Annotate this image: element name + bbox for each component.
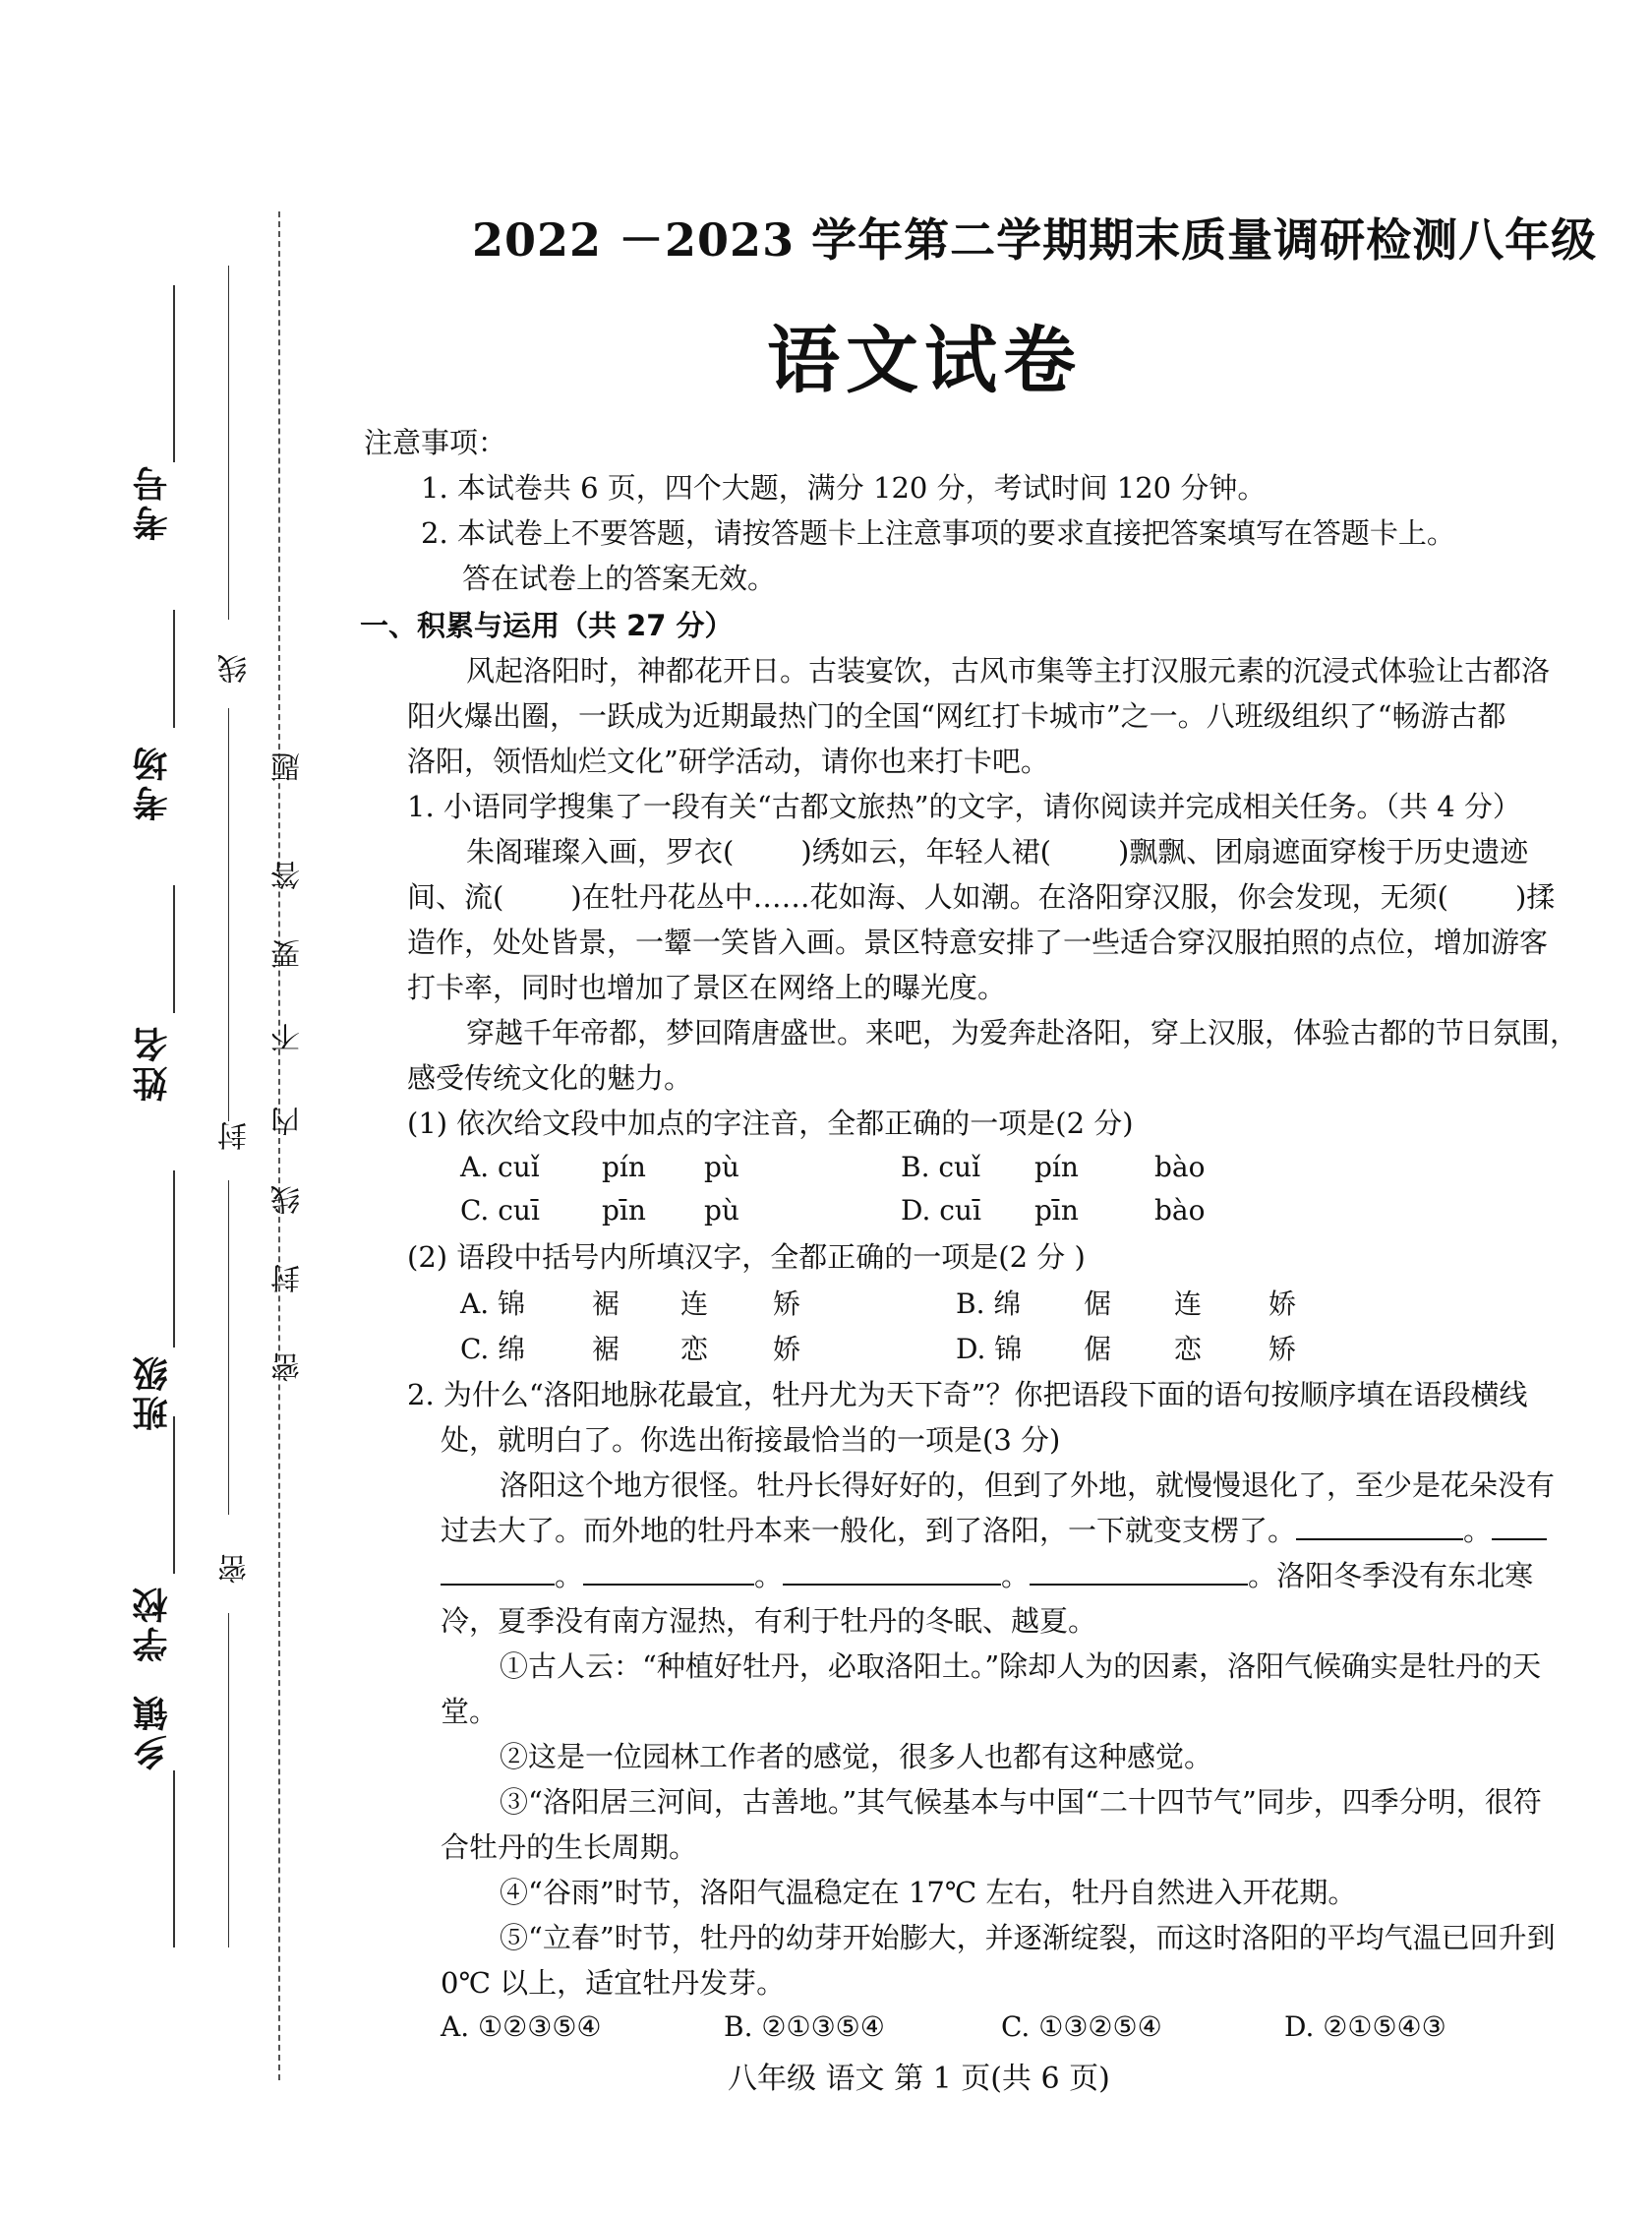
q2-text-line-4: 冷，夏季没有南方湿热，有利于牡丹的冬眠、越夏。: [441, 1604, 1097, 1638]
school-label: 学校: [133, 1584, 173, 1662]
q1-sub2-option-b-4: 娇: [1268, 1288, 1297, 1320]
notes-item-2-cont: 答在试卷上的答案无效。: [462, 562, 777, 595]
q1-sub2-option-b-2: 倨: [1084, 1288, 1112, 1320]
q2-blank-5: [1030, 1558, 1248, 1586]
q1-p2a: 间、流(: [407, 880, 504, 914]
q1-passage-line-3: 造作，处处皆景，一颦一笑皆入画。景区特意安排了一些适合穿汉服拍照的点位，增加游客: [407, 926, 1549, 959]
school-rule: [173, 1416, 175, 1574]
q1-sub2-option-c-3: 恋: [680, 1333, 709, 1365]
binding-dashed-line: [278, 211, 280, 2080]
q1-sub1-option-d-3: bào: [1154, 1194, 1206, 1227]
q1-sub2-option-c: C. 绵: [460, 1333, 526, 1365]
q2-sentence-5b: 0℃ 以上，适宜牡丹发芽。: [441, 1966, 786, 2000]
q1-p1b: )绣如云，年轻人裙(: [800, 835, 1051, 868]
class-rule: [173, 1170, 175, 1348]
q2-blank-2a: [1492, 1513, 1547, 1540]
q1-sub1-option-a-3: pù: [704, 1151, 739, 1183]
seal-char-mi-outer: 密: [218, 1554, 253, 1584]
seal-char-bu: 不: [271, 1023, 306, 1052]
name-label: 姓名: [133, 1023, 173, 1102]
town-rule: [173, 1770, 175, 1947]
q2-option-c: C. ①③②⑤④: [1001, 2010, 1162, 2043]
seal-char-feng-outer: 封: [218, 1121, 253, 1151]
q1-passage-line-5: 穿越千年帝都，梦回隋唐盛世。来吧，为爱奔赴洛阳，穿上汉服，体验古都的节日氛围，: [466, 1016, 1579, 1049]
q1-p2b: )在牡丹花丛中……花如海、人如潮。在洛阳穿汉服，你会发现，无须(: [570, 880, 1448, 914]
exam-room-rule: [173, 610, 175, 728]
seal-char-xian: 线: [271, 1185, 306, 1215]
q1-sub2-option-d-4: 矫: [1268, 1333, 1297, 1365]
page-footer: 八年级 语文 第 1 页(共 6 页): [728, 2062, 1110, 2096]
seal-rule-3: [228, 1180, 229, 1515]
q2-blank-3: [583, 1558, 754, 1586]
q1-sub1-option-d-2: pīn: [1034, 1194, 1079, 1227]
q1-sub2-option-a-2: 裾: [592, 1288, 620, 1320]
q1-sub2-option-a-3: 连: [680, 1288, 709, 1320]
q1-sub1-option-a: A. cuǐ: [460, 1151, 540, 1183]
q1-sub1-option-a-2: pín: [602, 1151, 646, 1183]
q1-sub2-option-d-3: 恋: [1174, 1333, 1203, 1365]
q2-sentence-1b: 堂。: [441, 1695, 499, 1728]
seal-char-yao: 要: [271, 939, 306, 969]
q1-sub1-stem: (1) 依次给文段中加点的字注音，全都正确的一项是(2 分): [407, 1107, 1134, 1140]
town-label: 乡镇: [133, 1692, 173, 1770]
seal-char-da: 答: [271, 861, 306, 890]
subject-title: 语文试卷: [767, 319, 1082, 403]
seal-char-mi: 密: [271, 1352, 306, 1382]
q2-t2: 过去大了。而外地的牡丹本来一般化，到了洛阳，一下就变支楞了。: [441, 1514, 1297, 1547]
q2-text-line-2: 过去大了。而外地的牡丹本来一般化，到了洛阳，一下就变支楞了。 。: [441, 1509, 1650, 1552]
section-1-intro-1: 风起洛阳时，神都花开日。古装宴饮，古风市集等主打汉服元素的沉浸式体验让古都洛: [466, 654, 1551, 688]
q2-option-d: D. ②①⑤④③: [1284, 2010, 1446, 2043]
q2-sentence-5a: ⑤“立春”时节，牡丹的幼芽开始膨大，并逐渐绽裂，而这时洛阳的平均气温已回升到: [500, 1921, 1556, 1954]
q1-passage-line-6: 感受传统文化的魅力。: [407, 1061, 693, 1095]
name-rule: [173, 885, 175, 1013]
q2-sentence-1a: ①古人云：“种植好牡丹，必取洛阳土。”除却人为的因素，洛阳气候确实是牡丹的天: [500, 1649, 1542, 1683]
q2-blank-2b: [441, 1558, 555, 1586]
q2-t3-end: 洛阳冬季没有东北寒: [1276, 1559, 1534, 1592]
seal-char-nei: 内: [271, 1107, 306, 1136]
q2-stem-1: 2. 为什么“洛阳地脉花最宜，牡丹尤为天下奇”？你把语段下面的语句按顺序填在语段横线: [407, 1378, 1528, 1411]
seal-rule-4: [228, 1613, 229, 1947]
seal-rule-2: [228, 708, 229, 1121]
q2-blank-1: [1296, 1513, 1463, 1540]
section-1-intro-3: 洛阳，领悟灿烂文化”研学活动，请你也来打卡吧。: [407, 745, 1049, 778]
q1-sub1-option-d: D. cuī: [901, 1194, 981, 1227]
q1-sub2-option-b-3: 连: [1174, 1288, 1203, 1320]
exam-room-label: 考场: [133, 743, 173, 821]
q1-sub1-option-c-3: pù: [704, 1194, 739, 1227]
notes-item-2: 2. 本试卷上不要答题，请按答题卡上注意事项的要求直接把答案填写在答题卡上。: [421, 516, 1455, 550]
q1-sub2-option-a: A. 锦: [460, 1288, 526, 1320]
q1-sub1-option-c: C. cuī: [460, 1194, 540, 1227]
section-1-intro-2: 阳火爆出圈，一跃成为近期最热门的全国“网红打卡城市”之一。八班级组织了“畅游古都: [407, 699, 1506, 733]
notes-item-1: 1. 本试卷共 6 页，四个大题，满分 120 分，考试时间 120 分钟。: [421, 471, 1267, 505]
q1-sub2-option-c-2: 裾: [592, 1333, 620, 1365]
q1-p1a: 朱阁璀璨入画，罗衣(: [466, 835, 735, 868]
q1-sub1-option-b: B. cuǐ: [901, 1151, 981, 1183]
q1-passage-line-2: [407, 875, 1617, 919]
q1-sub1-option-c-2: pīn: [602, 1194, 646, 1227]
seal-char-ti: 题: [271, 752, 306, 782]
class-label: 班级: [133, 1352, 173, 1431]
q2-option-b: B. ②①③⑤④: [724, 2010, 885, 2043]
q2-sentence-4: ④“谷雨”时节，洛阳气温稳定在 17℃ 左右，牡丹自然进入开花期。: [500, 1876, 1357, 1909]
q1-sub2-stem: (2) 语段中括号内所填汉字，全都正确的一项是(2 分 ): [407, 1240, 1086, 1274]
exam-title: 2022 －2023 学年第二学期期末质量调研检测八年级: [472, 213, 1598, 267]
seal-char-line: 线: [218, 654, 253, 684]
q1-sub1-option-b-2: pín: [1034, 1151, 1079, 1183]
q2-sentence-3b: 合牡丹的生长周期。: [441, 1830, 698, 1864]
q2-sentence-3a: ③“洛阳居三河间，古善地。”其气候基本与中国“二十四节气”同步，四季分明，很符: [500, 1785, 1542, 1819]
q2-stem-2: 处，就明白了。你选出衔接最恰当的一项是(3 分): [441, 1423, 1061, 1457]
seal-char-feng: 封: [271, 1264, 306, 1293]
q2-option-a: A. ①②③⑤④: [441, 2010, 602, 2043]
q1-sub2-option-c-4: 娇: [773, 1333, 801, 1365]
q2-text-line-3: 。 。 。 。洛阳冬季没有东北寒: [441, 1554, 1650, 1597]
q2-blank-4: [783, 1558, 1001, 1586]
q1-sub2-option-d-2: 倨: [1084, 1333, 1112, 1365]
q1-sub2-option-a-4: 矫: [773, 1288, 801, 1320]
exam-number-label: 考号: [133, 462, 173, 541]
q1-sub2-option-d: D. 锦: [956, 1333, 1023, 1365]
section-1-heading: 一、积累与运用（共 27 分）: [360, 609, 734, 642]
q2-sentence-2: ②这是一位园林工作者的感觉，很多人也都有这种感觉。: [500, 1740, 1213, 1773]
q1-sub2-option-b: B. 绵: [956, 1288, 1022, 1320]
q1-passage-line-4: 打卡率，同时也增加了景区在网络上的曝光度。: [407, 971, 1007, 1004]
notes-heading: 注意事项：: [364, 426, 507, 459]
q1-passage-line-1: [466, 830, 1652, 873]
q1-p2c: )揉: [1514, 880, 1556, 914]
q2-text-line-1: 洛阳这个地方很怪。牡丹长得好好的，但到了外地，就慢慢退化了，至少是花朵没有: [500, 1468, 1556, 1502]
q1-p1c: )飘飘、团扇遮面穿梭于历史遗迹: [1117, 835, 1529, 868]
q1-stem: 1. 小语同学搜集了一段有关“古都文旅热”的文字，请你阅读并完成相关任务。（共 4 分）: [407, 790, 1521, 823]
q1-sub1-option-b-3: bào: [1154, 1151, 1206, 1183]
